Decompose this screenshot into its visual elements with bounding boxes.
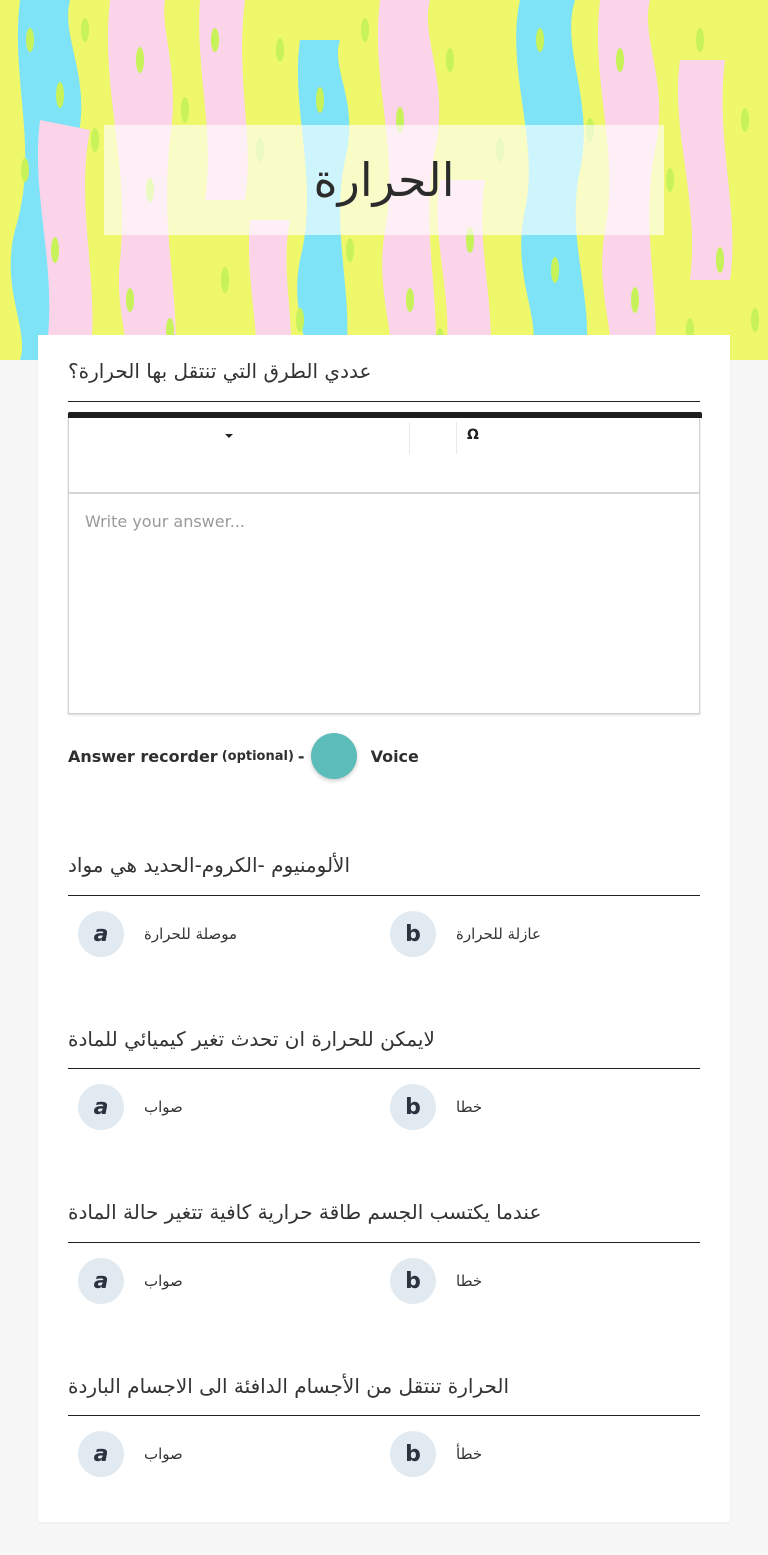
option-b[interactable] [390,911,541,957]
caret-down-icon [225,434,233,438]
question-divider [68,1415,700,1416]
option-b[interactable] [390,1431,482,1477]
header-banner [0,0,768,360]
option-b[interactable] [390,1084,482,1130]
option-letter-badge: b [390,1258,436,1304]
voice-record-button[interactable] [311,733,357,779]
option-text: خطا [456,1272,483,1290]
option-text: خطأ [456,1445,483,1463]
option-letter-badge: a [78,1431,124,1477]
title-box [104,125,664,235]
rich-text-editor [68,412,700,714]
option-letter-badge: a [78,911,124,957]
special-character-button[interactable]: Ω [467,427,479,443]
voice-label: Voice [370,746,419,766]
toolbar-divider [456,422,457,454]
answer-recorder [68,733,419,779]
option-text: عازلة للحرارة [456,925,541,943]
option-text: صواب [144,1445,183,1463]
option-a[interactable] [78,1431,183,1477]
option-text: صواب [144,1098,183,1116]
question-divider [68,1068,700,1069]
question-divider [68,895,700,896]
form-card [38,335,730,1522]
question-title: عددي الطرق التي تنتقل بها الحرارة؟ [68,359,372,383]
option-letter-badge: a [78,1084,124,1130]
recorder-label: Answer recorder [68,746,218,766]
question-divider [68,1242,700,1243]
question-divider [68,401,700,402]
format-dropdown[interactable] [69,418,409,454]
toolbar-button[interactable] [410,418,456,454]
option-letter-badge: b [390,1084,436,1130]
option-letter-badge: a [78,1258,124,1304]
question-title: عندما يكتسب الجسم طاقة حرارية كافية تتغير حالة المادة [68,1200,542,1224]
recorder-optional-label: (optional) [221,748,294,764]
option-letter-badge: b [390,911,436,957]
option-b[interactable] [390,1258,482,1304]
option-a[interactable] [78,1084,183,1130]
option-text: صواب [144,1272,183,1290]
answer-textarea[interactable] [69,496,699,712]
option-a[interactable] [78,911,237,957]
question-title: الألومنيوم -الكروم-الحديد هي مواد [68,853,351,877]
option-a[interactable] [78,1258,183,1304]
editor-toolbar [69,418,699,494]
page-title: الحرارة [313,153,455,207]
recorder-dash: - [297,746,305,766]
option-text: موصلة للحرارة [144,925,238,943]
question-title: لايمكن للحرارة ان تحدث تغير كيميائي للمادة [68,1027,435,1051]
option-text: خطا [456,1098,483,1116]
question-title: الحرارة تنتقل من الأجسام الدافئة الى الاجسام الباردة [68,1374,510,1398]
option-letter-badge: b [390,1431,436,1477]
